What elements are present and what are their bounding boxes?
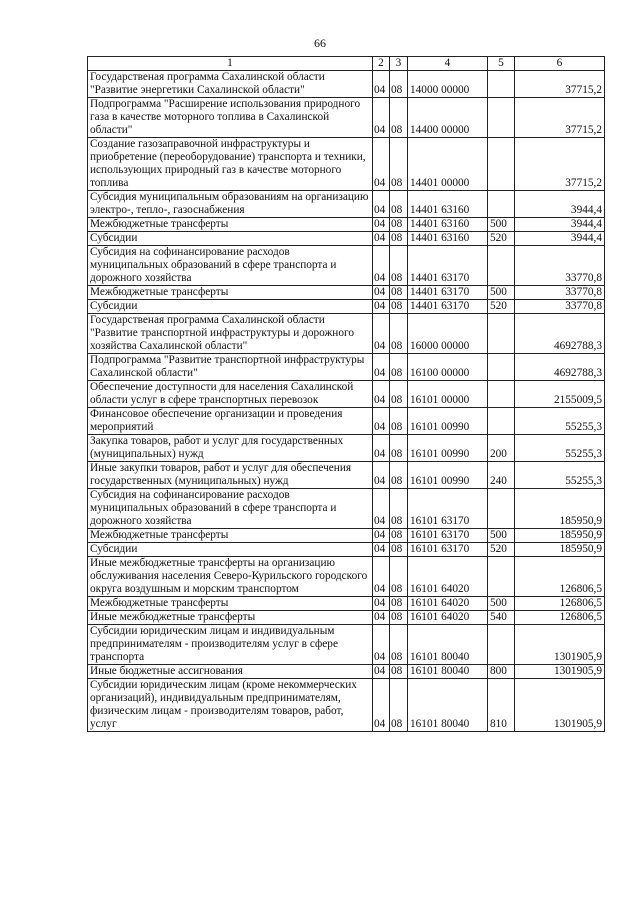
- row-expense-type-cell: [488, 408, 515, 435]
- row-subsection-cell: 08: [390, 597, 408, 611]
- row-subsection-cell: 08: [390, 625, 408, 665]
- row-section-cell: 04: [373, 138, 390, 191]
- row-name-cell: Подпрограмма "Расширение использования природного газа в качестве моторного топлива в Сахалинской области": [88, 98, 373, 138]
- row-target-code-cell: 16101 64020: [408, 597, 488, 611]
- row-expense-type-cell: [488, 246, 515, 286]
- table-body: [88, 71, 605, 732]
- row-target-code-cell: 16101 63170: [408, 529, 488, 543]
- row-target-code-cell: 16101 64020: [408, 557, 488, 597]
- row-section-cell: 04: [373, 314, 390, 354]
- row-amount-cell: 37715,2: [515, 138, 605, 191]
- row-expense-type-cell: 520: [488, 232, 515, 246]
- row-amount-cell: 126806,5: [515, 611, 605, 625]
- table-row: [88, 381, 605, 408]
- row-target-code-cell: 16101 00990: [408, 462, 488, 489]
- table-row: [88, 557, 605, 597]
- row-amount-cell: 55255,3: [515, 462, 605, 489]
- row-subsection-cell: 08: [390, 314, 408, 354]
- row-target-code-cell: 14000 00000: [408, 71, 488, 98]
- row-expense-type-cell: [488, 314, 515, 354]
- row-amount-cell: 37715,2: [515, 98, 605, 138]
- row-amount-cell: 37715,2: [515, 71, 605, 98]
- row-target-code-cell: 14401 63160: [408, 232, 488, 246]
- table-row: [88, 286, 605, 300]
- row-subsection-cell: 08: [390, 354, 408, 381]
- row-subsection-cell: 08: [390, 138, 408, 191]
- row-expense-type-cell: 500: [488, 529, 515, 543]
- row-section-cell: 04: [373, 381, 390, 408]
- row-target-code-cell: 16101 00990: [408, 408, 488, 435]
- budget-table: [87, 56, 605, 732]
- table-row: [88, 354, 605, 381]
- row-target-code-cell: 16101 80040: [408, 679, 488, 732]
- row-subsection-cell: 08: [390, 246, 408, 286]
- table-row: [88, 191, 605, 218]
- row-subsection-cell: 08: [390, 665, 408, 679]
- row-subsection-cell: 08: [390, 71, 408, 98]
- row-section-cell: 04: [373, 300, 390, 314]
- table-row: [88, 529, 605, 543]
- row-name-cell: Подпрограмма "Развитие транспортной инфраструктуры Сахалинской области": [88, 354, 373, 381]
- row-subsection-cell: 08: [390, 98, 408, 138]
- row-name-cell: Субсидии юридическим лицам и индивидуальным предпринимателям - производителям услуг в сфере транспорта: [88, 625, 373, 665]
- table-row: [88, 625, 605, 665]
- row-subsection-cell: 08: [390, 557, 408, 597]
- row-section-cell: 04: [373, 408, 390, 435]
- row-name-cell: Субсидии: [88, 232, 373, 246]
- row-amount-cell: 4692788,3: [515, 314, 605, 354]
- header-col-5: 5: [488, 57, 515, 71]
- row-name-cell: Субсидии юридическим лицам (кроме некоммерческих организаций), индивидуальным предпринимателям, физическим лицам - производителям товаров, работ, услуг: [88, 679, 373, 732]
- row-subsection-cell: 08: [390, 529, 408, 543]
- table-row: [88, 462, 605, 489]
- row-amount-cell: 33770,8: [515, 246, 605, 286]
- row-name-cell: Иные межбюджетные трансферты: [88, 611, 373, 625]
- row-section-cell: 04: [373, 611, 390, 625]
- row-amount-cell: 3944,4: [515, 232, 605, 246]
- row-amount-cell: 185950,9: [515, 529, 605, 543]
- row-expense-type-cell: [488, 381, 515, 408]
- row-section-cell: 04: [373, 232, 390, 246]
- header-col-2: 2: [373, 57, 390, 71]
- table-row: [88, 314, 605, 354]
- table-row: [88, 611, 605, 625]
- row-target-code-cell: 14401 00000: [408, 138, 488, 191]
- row-expense-type-cell: [488, 98, 515, 138]
- table-row: [88, 71, 605, 98]
- row-subsection-cell: 08: [390, 611, 408, 625]
- row-name-cell: Иные бюджетные ассигнования: [88, 665, 373, 679]
- row-section-cell: 04: [373, 218, 390, 232]
- row-expense-type-cell: [488, 557, 515, 597]
- row-subsection-cell: 08: [390, 232, 408, 246]
- row-target-code-cell: 16101 80040: [408, 625, 488, 665]
- row-section-cell: 04: [373, 286, 390, 300]
- row-amount-cell: 3944,4: [515, 191, 605, 218]
- header-col-4: 4: [408, 57, 488, 71]
- row-expense-type-cell: [488, 625, 515, 665]
- row-name-cell: Межбюджетные трансферты: [88, 597, 373, 611]
- row-name-cell: Иные межбюджетные трансферты на организацию обслуживания населения Северо-Курильского городского округа воздушным и морским транспортом: [88, 557, 373, 597]
- row-subsection-cell: 08: [390, 543, 408, 557]
- row-name-cell: Субсидия на софинансирование расходов муниципальных образований в сфере транспорта и дорожного хозяйства: [88, 489, 373, 529]
- row-amount-cell: 185950,9: [515, 489, 605, 529]
- row-expense-type-cell: [488, 71, 515, 98]
- row-target-code-cell: 16101 63170: [408, 543, 488, 557]
- table-row: [88, 218, 605, 232]
- row-name-cell: Государственая программа Сахалинской области "Развитие транспортной инфраструктуры и дорожного хозяйства Сахалинской области": [88, 314, 373, 354]
- row-amount-cell: 126806,5: [515, 597, 605, 611]
- row-section-cell: 04: [373, 625, 390, 665]
- row-expense-type-cell: 500: [488, 597, 515, 611]
- row-name-cell: Субсидия муниципальным образованиям на организацию электро-, тепло-, газоснабжения: [88, 191, 373, 218]
- table-row: [88, 665, 605, 679]
- row-target-code-cell: 16101 00000: [408, 381, 488, 408]
- row-amount-cell: 55255,3: [515, 435, 605, 462]
- row-amount-cell: 3944,4: [515, 218, 605, 232]
- row-target-code-cell: 14401 63170: [408, 286, 488, 300]
- row-name-cell: Закупка товаров, работ и услуг для государственных (муниципальных) нужд: [88, 435, 373, 462]
- row-section-cell: 04: [373, 435, 390, 462]
- table-header: [88, 57, 605, 71]
- row-section-cell: 04: [373, 71, 390, 98]
- row-expense-type-cell: [488, 354, 515, 381]
- row-expense-type-cell: 240: [488, 462, 515, 489]
- row-section-cell: 04: [373, 557, 390, 597]
- table-row: [88, 300, 605, 314]
- table-row: [88, 232, 605, 246]
- row-subsection-cell: 08: [390, 381, 408, 408]
- table-row: [88, 489, 605, 529]
- table-row: [88, 138, 605, 191]
- row-expense-type-cell: 540: [488, 611, 515, 625]
- row-subsection-cell: 08: [390, 679, 408, 732]
- row-name-cell: Субсидия на софинансирование расходов муниципальных образований в сфере транспорта и дорожного хозяйства: [88, 246, 373, 286]
- row-name-cell: Государственая программа Сахалинской области "Развитие энергетики Сахалинской области": [88, 71, 373, 98]
- row-target-code-cell: 14401 63170: [408, 300, 488, 314]
- row-section-cell: 04: [373, 98, 390, 138]
- row-name-cell: Межбюджетные трансферты: [88, 218, 373, 232]
- row-expense-type-cell: [488, 489, 515, 529]
- row-subsection-cell: 08: [390, 300, 408, 314]
- header-row: [88, 57, 605, 71]
- row-name-cell: Создание газозаправочной инфраструктуры и приобретение (переоборудование) транспорта и техники, использующих природный газ в качестве моторного топлива: [88, 138, 373, 191]
- row-expense-type-cell: 810: [488, 679, 515, 732]
- row-expense-type-cell: 500: [488, 218, 515, 232]
- row-target-code-cell: 16101 64020: [408, 611, 488, 625]
- row-subsection-cell: 08: [390, 408, 408, 435]
- row-section-cell: 04: [373, 543, 390, 557]
- row-target-code-cell: 14401 63170: [408, 246, 488, 286]
- row-expense-type-cell: 800: [488, 665, 515, 679]
- header-col-1: 1: [88, 57, 373, 71]
- row-section-cell: 04: [373, 665, 390, 679]
- row-expense-type-cell: 520: [488, 300, 515, 314]
- row-target-code-cell: 14400 00000: [408, 98, 488, 138]
- table-row: [88, 597, 605, 611]
- table-row: [88, 98, 605, 138]
- row-expense-type-cell: 500: [488, 286, 515, 300]
- row-section-cell: 04: [373, 597, 390, 611]
- table-row: [88, 543, 605, 557]
- row-name-cell: Иные закупки товаров, работ и услуг для обеспечения государственных (муниципальных) нужд: [88, 462, 373, 489]
- row-amount-cell: 1301905,9: [515, 625, 605, 665]
- row-expense-type-cell: [488, 138, 515, 191]
- row-amount-cell: 1301905,9: [515, 679, 605, 732]
- row-section-cell: 04: [373, 679, 390, 732]
- row-amount-cell: 185950,9: [515, 543, 605, 557]
- row-name-cell: Субсидии: [88, 543, 373, 557]
- page-number: 66: [314, 36, 326, 50]
- table-row: [88, 408, 605, 435]
- header-col-3: 3: [390, 57, 408, 71]
- row-target-code-cell: 16101 00990: [408, 435, 488, 462]
- row-subsection-cell: 08: [390, 286, 408, 300]
- table-row: [88, 679, 605, 732]
- row-amount-cell: 1301905,9: [515, 665, 605, 679]
- row-section-cell: 04: [373, 354, 390, 381]
- row-target-code-cell: 16101 80040: [408, 665, 488, 679]
- row-subsection-cell: 08: [390, 218, 408, 232]
- row-amount-cell: 2155009,5: [515, 381, 605, 408]
- row-subsection-cell: 08: [390, 191, 408, 218]
- row-expense-type-cell: 200: [488, 435, 515, 462]
- row-section-cell: 04: [373, 489, 390, 529]
- row-amount-cell: 33770,8: [515, 286, 605, 300]
- row-name-cell: Финансовое обеспечение организации и проведения мероприятий: [88, 408, 373, 435]
- row-name-cell: Субсидии: [88, 300, 373, 314]
- row-name-cell: Межбюджетные трансферты: [88, 286, 373, 300]
- row-amount-cell: 55255,3: [515, 408, 605, 435]
- row-target-code-cell: 14401 63160: [408, 218, 488, 232]
- row-name-cell: Межбюджетные трансферты: [88, 529, 373, 543]
- row-subsection-cell: 08: [390, 489, 408, 529]
- row-expense-type-cell: [488, 191, 515, 218]
- row-section-cell: 04: [373, 529, 390, 543]
- header-col-6: 6: [515, 57, 605, 71]
- row-name-cell: Обеспечение доступности для населения Сахалинской области услуг в сфере транспортных перевозок: [88, 381, 373, 408]
- row-section-cell: 04: [373, 246, 390, 286]
- row-amount-cell: 126806,5: [515, 557, 605, 597]
- row-subsection-cell: 08: [390, 462, 408, 489]
- row-expense-type-cell: 520: [488, 543, 515, 557]
- row-target-code-cell: 14401 63160: [408, 191, 488, 218]
- row-target-code-cell: 16000 00000: [408, 314, 488, 354]
- row-amount-cell: 33770,8: [515, 300, 605, 314]
- table-row: [88, 435, 605, 462]
- row-section-cell: 04: [373, 462, 390, 489]
- row-subsection-cell: 08: [390, 435, 408, 462]
- row-target-code-cell: 16100 00000: [408, 354, 488, 381]
- table-row: [88, 246, 605, 286]
- row-target-code-cell: 16101 63170: [408, 489, 488, 529]
- row-amount-cell: 4692788,3: [515, 354, 605, 381]
- row-section-cell: 04: [373, 191, 390, 218]
